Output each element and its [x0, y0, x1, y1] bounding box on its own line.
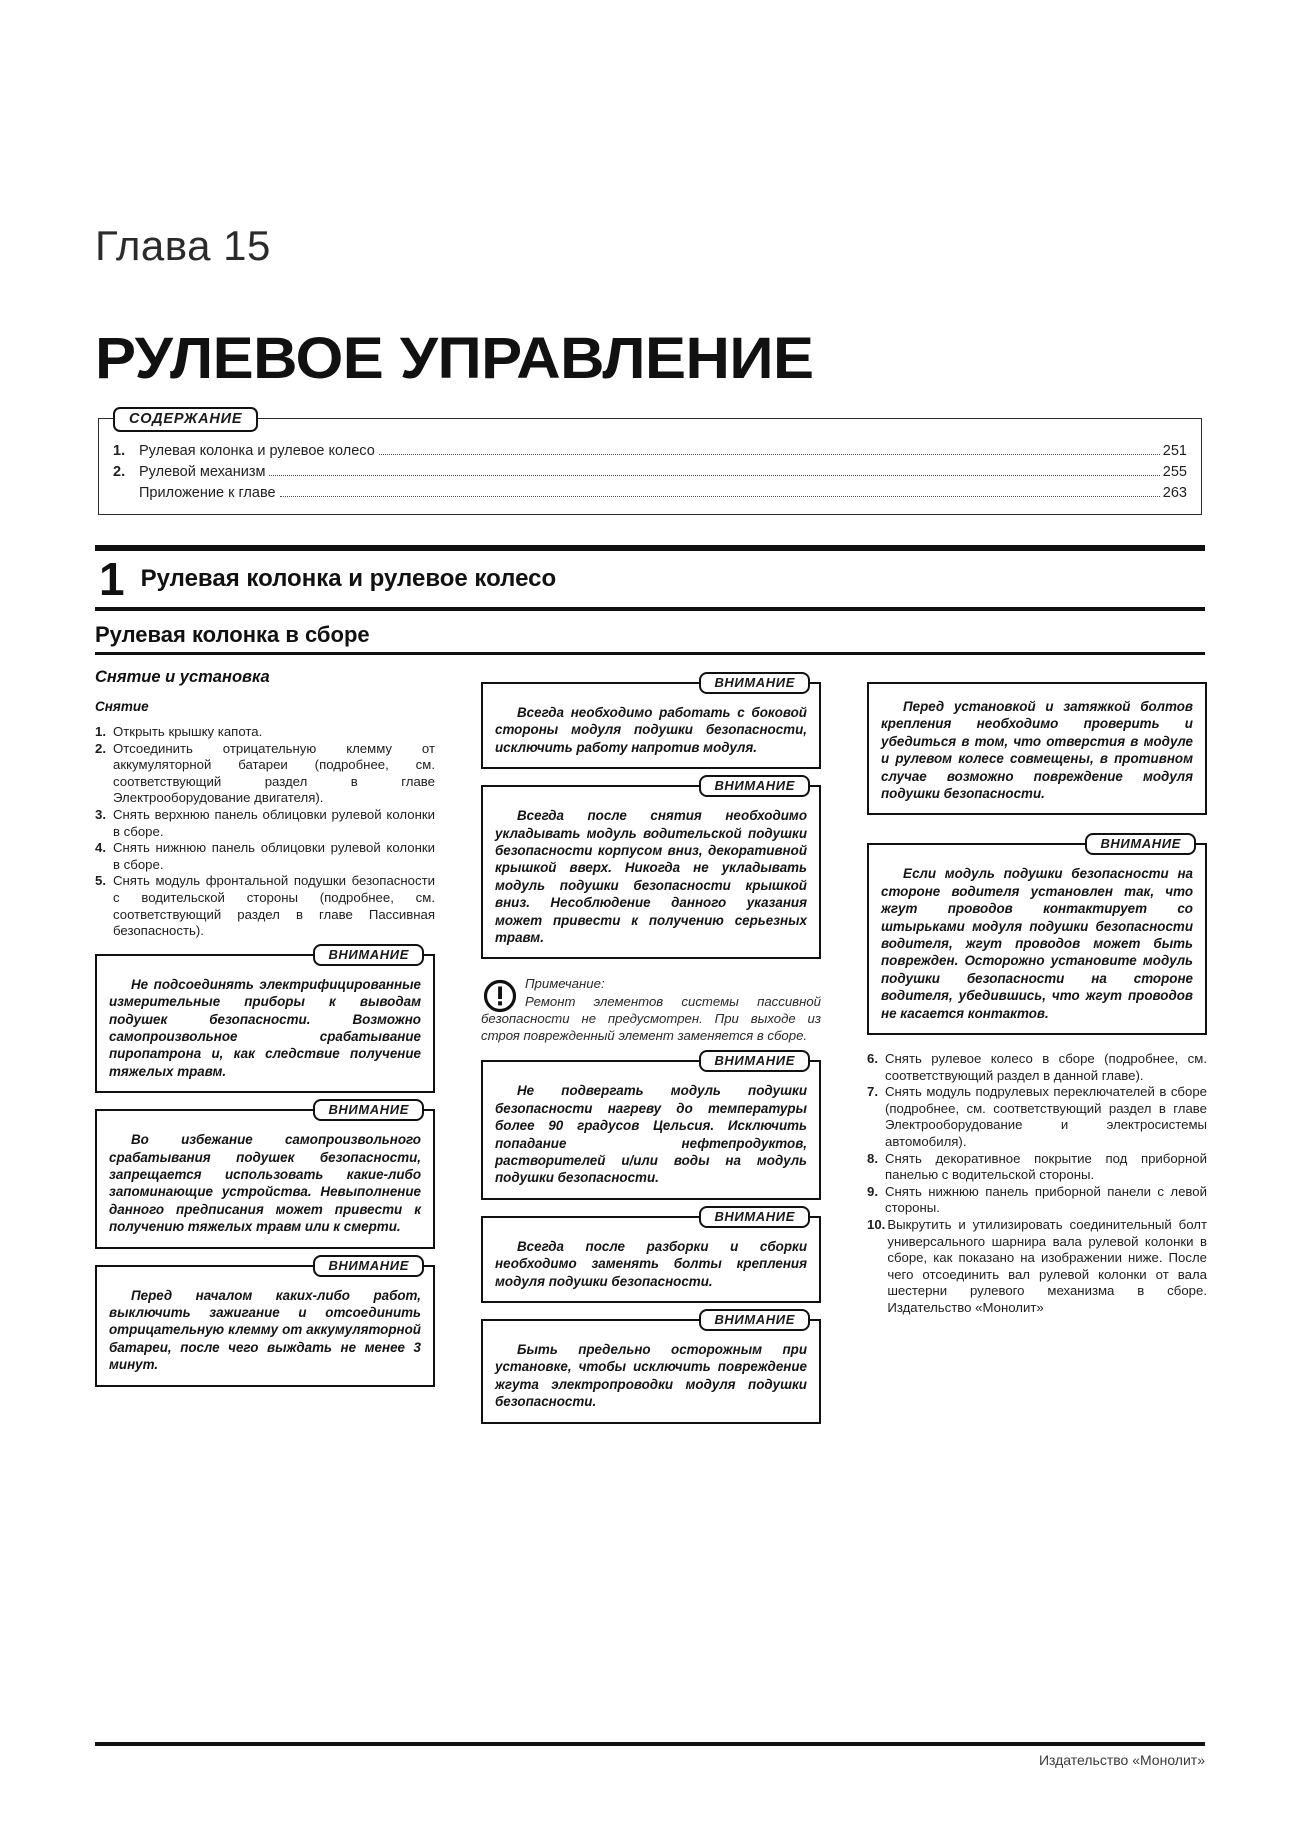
warning-tab-label: ВНИМАНИЕ	[699, 1206, 810, 1228]
warning-box	[481, 1311, 821, 1424]
step-number: 7.	[867, 1084, 878, 1100]
step-number: 9.	[867, 1183, 878, 1199]
toc-item-page: 255	[1162, 464, 1187, 480]
step-number: 6.	[867, 1051, 878, 1067]
exclamation-circle-icon	[483, 979, 517, 1013]
procedure-heading: Снятие и установка	[95, 668, 270, 686]
step-text: Снять декоративное покрытие под приборной панелью с водительской стороны.	[885, 1150, 1207, 1183]
content-columns	[95, 668, 1207, 1440]
warning-box	[481, 778, 821, 959]
list-item	[95, 741, 435, 807]
step-number: 2.	[95, 740, 106, 756]
toc-row[interactable]	[113, 441, 1187, 462]
warning-text: Всегда необходимо работать с боковой стороны модуля подушки безопасности, исключить работу напротив модуля.	[495, 705, 807, 755]
toc-item-label: Рулевой механизм	[139, 464, 266, 480]
step-text: Открыть крышку капота.	[113, 724, 263, 739]
toc-item-page: 251	[1162, 443, 1187, 459]
step-number: 8.	[867, 1150, 878, 1166]
warning-text: Перед началом каких-либо работ, выключить зажигание и отсоединить отрицательную клемму от аккумуляторной батареи, после чего выждать не менее 3 минут.	[109, 1287, 421, 1373]
step-text: Снять верхнюю панель облицовки рулевой колонки в сборе.	[113, 806, 435, 839]
section-title: Рулевая колонка и рулевое колесо	[140, 565, 557, 592]
warning-text: Не подвергать модуль подушки безопасности нагреву до температуры более 90 градусов Цельсия. Исключить попадание нефтепродуктов, растворителей и/или воды на модуль подушки безопасности.	[495, 1083, 807, 1186]
warning-text: Быть предельно осторожным при установке, чтобы исключить повреждение жгута электропроводки модуля подушки безопасности.	[495, 1341, 807, 1410]
warning-tab-label: ВНИМАНИЕ	[699, 1309, 810, 1331]
middle-column	[481, 668, 821, 1440]
warning-box	[95, 946, 435, 1093]
warning-tab-label: ВНИМАНИЕ	[313, 1255, 424, 1277]
step-number: 10.	[867, 1217, 886, 1233]
warning-tab-label: ВНИМАНИЕ	[699, 672, 810, 694]
warning-tab-label: ВНИМАНИЕ	[699, 1050, 810, 1072]
warning-text: Во избежание самопроизвольного срабатывания подушек безопасности, запрещается использовать какие-либо запоминающие устройства. Невыполнение данного предписания может привести к получению тяжелых травм или к смерти.	[109, 1132, 421, 1235]
toc-item-page: 263	[1162, 485, 1187, 501]
list-item	[867, 1084, 1207, 1150]
list-item	[95, 840, 435, 873]
note-title: Примечание:	[525, 976, 605, 992]
procedure-subheading: Снятие	[95, 699, 149, 714]
warning-box	[95, 1102, 435, 1248]
toc-item-number: 2.	[113, 464, 126, 480]
toc-leader-dots	[280, 496, 1160, 497]
list-item	[867, 1151, 1207, 1184]
section-header	[95, 545, 1205, 611]
step-number: 4.	[95, 840, 106, 856]
table-of-contents	[98, 411, 1202, 515]
step-text: Выкрутить и утилизировать соединительный болт универсального шарнира вала рулевой колонки в сборе, как показано на изображении ниже. После чего отсоединить вал рулевой колонки от вала шестерни рулевого механизма в сборе. Издательство «Монолит»	[887, 1217, 1207, 1315]
section-number: 1	[99, 553, 125, 605]
warning-tab-label: ВНИМАНИЕ	[699, 775, 810, 797]
left-column	[95, 668, 435, 1440]
toc-leader-dots	[269, 475, 1159, 476]
step-number: 3.	[95, 806, 106, 822]
section-header-body	[95, 551, 1205, 607]
warning-tab-label: ВНИМАНИЕ	[1085, 833, 1196, 855]
warning-text: Если модуль подушки безопасности на стороне водителя установлен так, что жгут проводов контактирует со штырьками модуля подушки безопасности водителя, жгут проводов может быть поврежден. Осторожно установите модуль подушки безопасности на стороне водителя, убедившись, что жгут проводов не касается контактов.	[881, 866, 1193, 1021]
toc-item-number: 1.	[113, 443, 126, 459]
section-rule-bottom	[95, 607, 1205, 611]
step-number: 1.	[95, 724, 106, 739]
right-column	[867, 668, 1207, 1440]
subsection-title: Рулевая колонка в сборе	[95, 622, 370, 647]
warning-text: Всегда после снятия необходимо укладывать модуль водительской подушки безопасности корпусом вниз, декоративной крышкой вверх. Никогда не укладывать модуль подушки безопасности крышкой вниз. Несоблюдение данного указания может привести к получению серьезных травм.	[495, 808, 807, 946]
step-text: Снять рулевое колесо в сборе (подробнее, см. соответствующий раздел в данной главе).	[885, 1051, 1207, 1083]
page-title: РУЛЕВОЕ УПРАВЛЕНИЕ	[95, 326, 814, 391]
footer-divider	[95, 1742, 1205, 1746]
note-text: Ремонт элементов системы пассивной безопасности не предусмотрен. При выходе из строя поврежденный элемент заменяется в сборе.	[481, 993, 821, 1044]
warning-tab-label: ВНИМАНИЕ	[313, 944, 424, 966]
subsection-header	[95, 622, 1205, 655]
list-item	[95, 724, 435, 741]
warning-text: Не подсоединять электрифицированные измерительные приборы к выводам подушек безопасности. Возможно самопроизвольное срабатывание пиропатрона и, как следствие получение тяжелых травм.	[109, 976, 421, 1079]
warning-box	[867, 836, 1207, 1035]
step-number: 5.	[95, 873, 106, 889]
toc-row[interactable]	[113, 462, 1187, 483]
warning-box-untitled	[867, 682, 1207, 815]
subsection-rule	[95, 652, 1205, 655]
list-item	[867, 1217, 1207, 1317]
warning-text: Всегда после разборки и сборки необходимо заменять болты крепления модуля подушки безопасности.	[495, 1238, 807, 1289]
chapter-label: Глава 15	[95, 222, 271, 269]
step-text: Снять модуль фронтальной подушки безопасности с водительской стороны (подробнее, см. соответствующий раздел в главе Пассивная безопасность).	[113, 873, 435, 939]
warning-box	[95, 1257, 435, 1387]
list-item	[95, 807, 435, 840]
toc-leader-dots	[379, 454, 1160, 455]
list-item	[95, 873, 435, 939]
warning-text: Перед установкой и затяжкой болтов крепления необходимо проверить и убедиться в том, что отверстия в модуле и рулевом колесе совмещены, в противном случае возможно повреждение модуля подушки безопасности.	[881, 699, 1193, 802]
note-box	[481, 975, 821, 1044]
warning-box	[481, 1208, 821, 1303]
toc-tab-label: СОДЕРЖАНИЕ	[113, 407, 258, 432]
warning-box	[481, 1053, 821, 1199]
step-text: Отсоединить отрицательную клемму от аккумуляторной батареи (подробнее, см. соответствующий раздел в главе Электрооборудование двигателя).	[113, 740, 435, 806]
list-item	[867, 1184, 1207, 1217]
warning-box	[481, 675, 821, 769]
footer-publisher: Издательство «Монолит»	[1038, 1752, 1205, 1768]
warning-tab-label: ВНИМАНИЕ	[313, 1099, 424, 1121]
toc-item-label: Приложение к главе	[139, 485, 276, 501]
toc-item-label: Рулевая колонка и рулевое колесо	[139, 443, 375, 459]
step-text: Снять модуль подрулевых переключателей в сборе (подробнее, см. соответствующий раздел в главе Электрооборудование и электросистемы автомобиля).	[885, 1084, 1207, 1150]
step-text: Снять нижнюю панель облицовки рулевой колонки в сборе.	[113, 840, 435, 872]
list-item	[867, 1051, 1207, 1084]
toc-row[interactable]	[113, 483, 1187, 504]
step-text: Снять нижнюю панель приборной панели с левой стороны.	[885, 1183, 1207, 1216]
